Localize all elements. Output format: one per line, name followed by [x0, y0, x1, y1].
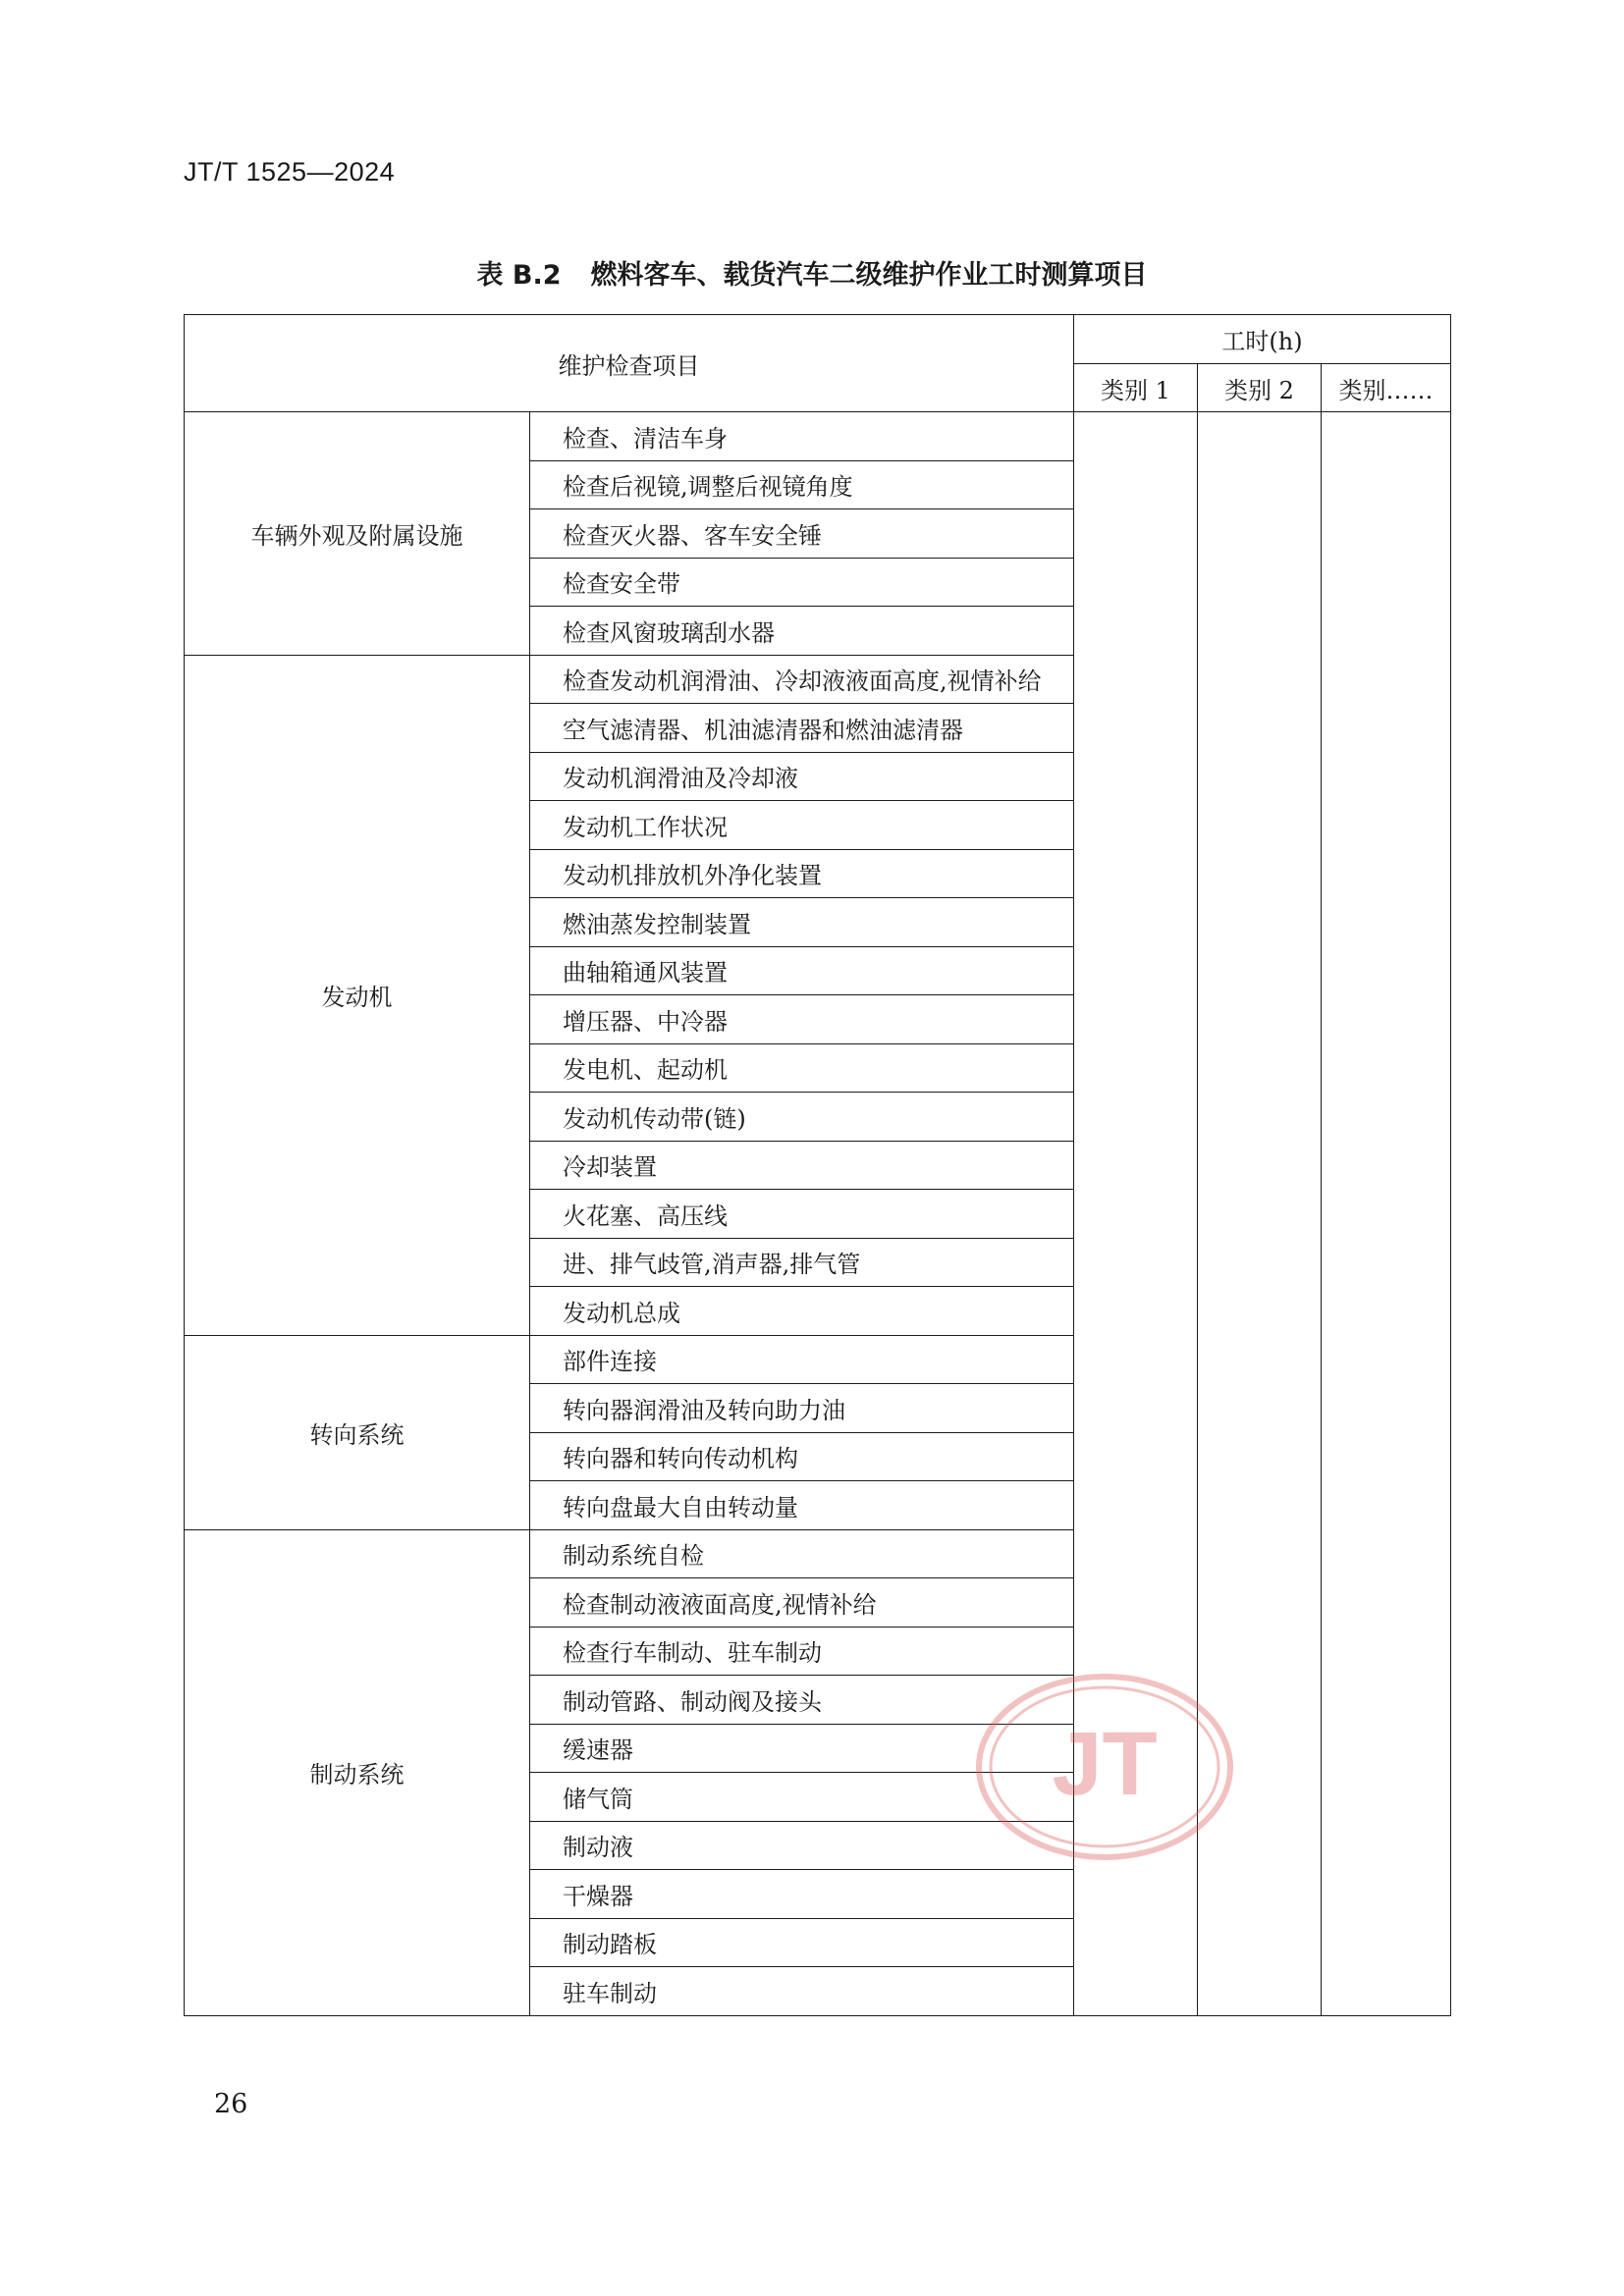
- table-title: [0, 253, 1624, 292]
- item-name: 增压器、中冷器: [530, 995, 1074, 1044]
- document-code: JT/T 1525—2024: [184, 157, 396, 187]
- item-name: 制动系统自检: [530, 1529, 1074, 1578]
- item-name: 发动机总成: [530, 1287, 1074, 1336]
- item-name: 转向器润滑油及转向助力油: [530, 1384, 1074, 1433]
- item-name: 火花塞、高压线: [530, 1190, 1074, 1239]
- group-name: 制动系统: [185, 1529, 530, 2015]
- item-name: 检查、清洁车身: [530, 412, 1074, 461]
- item-name: 发动机工作状况: [530, 801, 1074, 850]
- item-name: 检查发动机润滑油、冷却液液面高度,视情补给: [530, 655, 1074, 704]
- item-name: 制动踏板: [530, 1918, 1074, 1967]
- item-name: 发电机、起动机: [530, 1043, 1074, 1093]
- item-name: 干燥器: [530, 1870, 1074, 1919]
- header-category-2: 类别 2: [1198, 364, 1322, 412]
- seal-text: JT: [1052, 1714, 1158, 1814]
- item-name: 检查行车制动、驻车制动: [530, 1627, 1074, 1676]
- item-name: 发动机传动带(链): [530, 1093, 1074, 1142]
- item-name: 检查制动液液面高度,视情补给: [530, 1578, 1074, 1628]
- header-category-1: 类别 1: [1074, 364, 1198, 412]
- item-name: 转向器和转向传动机构: [530, 1432, 1074, 1481]
- header-item: 维护检查项目: [185, 315, 1074, 412]
- group-name: 发动机: [185, 655, 530, 1335]
- group-name: 车辆外观及附属设施: [185, 412, 530, 656]
- table-title-text: 燃料客车、载货汽车二级维护作业工时测算项目: [590, 260, 1148, 291]
- item-name: 进、排气歧管,消声器,排气管: [530, 1238, 1074, 1287]
- jt-seal-stamp: [972, 1669, 1237, 1865]
- item-name: 缓速器: [530, 1724, 1074, 1773]
- item-name: 转向盘最大自由转动量: [530, 1481, 1074, 1530]
- item-name: 驻车制动: [530, 1967, 1074, 2016]
- item-name: 制动液: [530, 1821, 1074, 1870]
- header-row: [185, 315, 1451, 364]
- maintenance-hours-table: [184, 314, 1451, 2016]
- item-name: 部件连接: [530, 1335, 1074, 1384]
- item-name: 储气筒: [530, 1773, 1074, 1822]
- page-number: 26: [214, 2089, 248, 2119]
- item-name: 检查安全带: [530, 558, 1074, 607]
- table-number: 表 B.2: [476, 260, 562, 291]
- item-name: 冷却装置: [530, 1141, 1074, 1190]
- hours-cell-category-3[interactable]: [1322, 412, 1451, 2016]
- table-row: [185, 412, 1451, 461]
- item-name: 检查后视镜,调整后视镜角度: [530, 460, 1074, 509]
- item-name: 制动管路、制动阀及接头: [530, 1676, 1074, 1725]
- item-name: 检查风窗玻璃刮水器: [530, 607, 1074, 656]
- item-name: 燃油蒸发控制装置: [530, 898, 1074, 947]
- item-name: 发动机润滑油及冷却液: [530, 752, 1074, 801]
- item-name: 发动机排放机外净化装置: [530, 849, 1074, 898]
- header-hours: 工时(h): [1074, 315, 1451, 364]
- item-name: 检查灭火器、客车安全锤: [530, 509, 1074, 559]
- item-name: 空气滤清器、机油滤清器和燃油滤清器: [530, 704, 1074, 753]
- group-name: 转向系统: [185, 1335, 530, 1529]
- header-category-more: 类别……: [1322, 364, 1451, 412]
- item-name: 曲轴箱通风装置: [530, 946, 1074, 995]
